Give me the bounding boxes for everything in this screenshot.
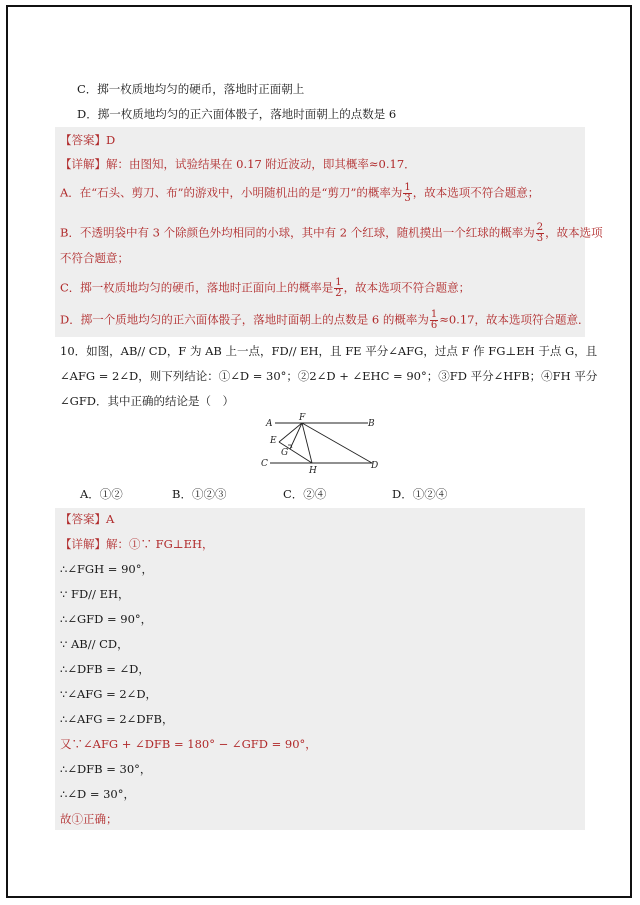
q10-detail-line: ∴∠GFD = 90°， bbox=[60, 612, 153, 626]
line-fg bbox=[290, 423, 302, 449]
line-fh bbox=[302, 423, 312, 463]
q10-option-b: B．①②③ bbox=[172, 487, 227, 501]
q10-detail-line: 【详解】解：①∵ FG⊥EH， bbox=[60, 537, 214, 551]
q10-detail-line: ∴∠D = 30°， bbox=[60, 787, 136, 801]
q10-stem-line3: ∠GFD．其中正确的结论是（ ） bbox=[60, 394, 235, 408]
q9-answer-label: 【答案】D bbox=[60, 133, 116, 147]
q10-option-c: C．②④ bbox=[283, 487, 327, 501]
q10-detail-line: ∵ AB// CD， bbox=[60, 637, 129, 651]
q10-stem-line2: ∠AFG = 2∠D，则下列结论：①∠D = 30°；②2∠D + ∠EHC = 90°；③FD 平分∠HFB；④FH 平分 bbox=[60, 369, 598, 383]
q10-detail-line: ∵ FD// EH， bbox=[60, 587, 130, 601]
label-c: C bbox=[261, 459, 268, 469]
q9-analysis-b-cont: 不符合题意； bbox=[60, 251, 129, 265]
q9-analysis-c: C．掷一枚质地均匀的硬币，落地时正面向上的概率是 $\frac{1}{2}$ ，故本选项不符合题意； bbox=[60, 277, 471, 299]
q10-detail-line: 故①正确； bbox=[60, 812, 118, 826]
q10-answer-label: 【答案】A bbox=[60, 512, 115, 526]
label-h: H bbox=[309, 466, 317, 476]
q10-detail-line: ∴∠DFB = ∠D， bbox=[60, 662, 150, 676]
q10-detail-line: 又∵∠AFG + ∠DFB = 180° − ∠GFD = 90°， bbox=[60, 737, 317, 751]
right-angle-mark bbox=[288, 445, 292, 448]
label-b: B bbox=[368, 419, 375, 429]
q9-option-c: C．掷一枚质地均匀的硬币，落地时正面朝上 bbox=[77, 82, 305, 96]
label-f: F bbox=[299, 413, 306, 423]
label-a: A bbox=[266, 419, 273, 429]
label-g: G bbox=[281, 448, 289, 458]
q10-figure bbox=[255, 412, 385, 476]
q10-detail-line: ∴∠FGH = 90°， bbox=[60, 562, 153, 576]
q10-option-d: D．①②④ bbox=[392, 487, 448, 501]
q9-analysis-d: D．掷一个质地均匀的正六面体骰子，落地时面朝上的点数是 6 的概率为 $\frac{1}{6}$ ≈0.17，故本选项符合题意． bbox=[60, 309, 590, 331]
q10-option-a: A．①② bbox=[80, 487, 123, 501]
q10-detail-line: ∴∠DFB = 30°， bbox=[60, 762, 152, 776]
line-fd bbox=[302, 423, 372, 463]
q10-detail-line: ∵∠AFG = 2∠D， bbox=[60, 687, 158, 701]
q9-detail: 【详解】解：由图知，试验结果在 0.17 附近波动，即其概率≈0.17． bbox=[60, 157, 416, 171]
q9-analysis-b: B．不透明袋中有 3 个除颜色外均相同的小球，其中有 2 个红球，随机摸出一个红球的概率为 $\frac{2}{3}$ ，故本选项 bbox=[60, 222, 603, 244]
q10-detail-line: ∴∠AFG = 2∠DFB， bbox=[60, 712, 174, 726]
q9-option-d: D．掷一枚质地均匀的正六面体骰子，落地时面朝上的点数是 6 bbox=[77, 107, 397, 121]
q10-stem-line1: 10．如图，AB// CD，F 为 AB 上一点，FD// EH，且 FE 平分∠AFG，过点 F 作 FG⊥EH 于点 G，且 bbox=[60, 344, 598, 358]
label-e: E bbox=[270, 436, 277, 446]
line-fe bbox=[279, 423, 302, 442]
label-d: D bbox=[371, 461, 379, 471]
q9-analysis-a: A．在“石头、剪刀、布”的游戏中，小明随机出的是“剪刀”的概率为 $\frac{1}{3}$ ，故本选项不符合题意； bbox=[60, 182, 540, 204]
